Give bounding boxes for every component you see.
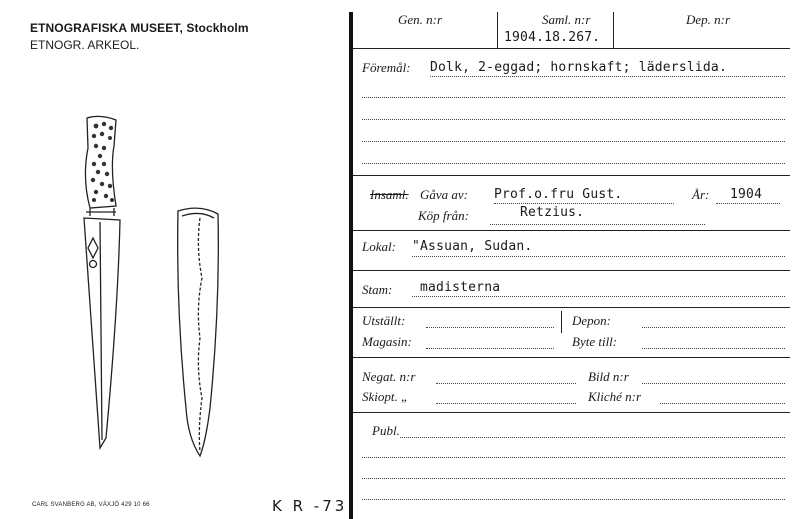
museum-name <box>30 21 249 35</box>
magasin-label: Magasin: <box>362 334 412 349</box>
section-rule <box>353 270 790 271</box>
section-rule <box>353 175 790 176</box>
saml-nr-value: 1904.18.267. <box>504 30 601 45</box>
ruled-line <box>362 119 785 120</box>
dep-nr-label: Dep. n:r <box>686 12 731 27</box>
foremal-line <box>430 76 785 77</box>
ruled-line <box>362 457 785 458</box>
depon-label: Depon: <box>572 313 611 328</box>
gava-line <box>494 203 674 204</box>
card-reference: K R -73 <box>272 497 348 515</box>
dagger-illustration <box>84 116 120 448</box>
saml-nr-label: Saml. n:r <box>542 12 591 27</box>
magasin-line <box>426 348 554 349</box>
publ-label: Publ. <box>372 423 400 438</box>
insaml-label: Insaml. <box>370 187 409 202</box>
utstallt-label: Utställt: <box>362 313 406 328</box>
gen-nr-label: Gen. n:r <box>398 12 443 27</box>
ruled-line <box>362 499 785 500</box>
stam-line <box>412 296 785 297</box>
museum-name-text: ETNOGRAFISKA MUSEET, <box>30 21 183 35</box>
header-divider-1 <box>497 12 498 48</box>
byte-line <box>642 348 785 349</box>
storage-divider <box>561 311 562 333</box>
museum-city: Stockholm <box>186 21 249 35</box>
section-rule <box>353 230 790 231</box>
kop-value: Retzius. <box>520 205 585 220</box>
foremal-label: Föremål: <box>362 60 411 75</box>
ar-label: År: <box>692 187 710 202</box>
ruled-line <box>362 163 785 164</box>
utstallt-line <box>426 327 554 328</box>
sheath-illustration <box>178 208 219 456</box>
kliche-line <box>660 403 785 404</box>
ruled-line <box>362 97 785 98</box>
negat-label: Negat. n:r <box>362 369 416 384</box>
gava-label: Gåva av: <box>420 187 469 202</box>
ruled-line <box>362 141 785 142</box>
ar-line <box>716 203 780 204</box>
skiopt-line <box>436 403 576 404</box>
bild-label: Bild n:r <box>588 369 629 384</box>
lokal-line <box>412 256 785 257</box>
ar-value: 1904 <box>730 187 763 202</box>
gava-value: Prof.o.fru Gust. <box>494 187 623 202</box>
foremal-value: Dolk, 2-eggad; hornskaft; läderslida. <box>430 60 727 75</box>
section-rule <box>353 412 790 413</box>
dagger-and-sheath-drawing <box>60 108 260 468</box>
kop-label: Köp från: <box>418 208 469 223</box>
department-label: ETNOGR. ARKEOL. <box>30 38 140 52</box>
skiopt-label: Skiopt. „ <box>362 389 409 404</box>
negat-line <box>436 383 576 384</box>
bild-line <box>642 383 785 384</box>
kliche-label: Kliché n:r <box>588 389 642 404</box>
stam-value: madisterna <box>420 280 501 295</box>
header-bottom-rule <box>353 48 790 49</box>
header-divider-2 <box>613 12 614 48</box>
section-rule <box>353 357 790 358</box>
lokal-value: "Assuan, Sudan. <box>412 239 533 254</box>
depon-line <box>642 327 785 328</box>
section-rule <box>353 307 790 308</box>
lokal-label: Lokal: <box>362 239 396 254</box>
printer-imprint: CARL SVANBERG AB, VÄXJÖ 429 10 66 <box>32 502 150 508</box>
stam-label: Stam: <box>362 282 393 297</box>
kop-line <box>490 224 705 225</box>
publ-line <box>400 437 785 438</box>
card-spine-line <box>349 12 353 519</box>
byte-label: Byte till: <box>572 334 618 349</box>
ruled-line <box>362 478 785 479</box>
